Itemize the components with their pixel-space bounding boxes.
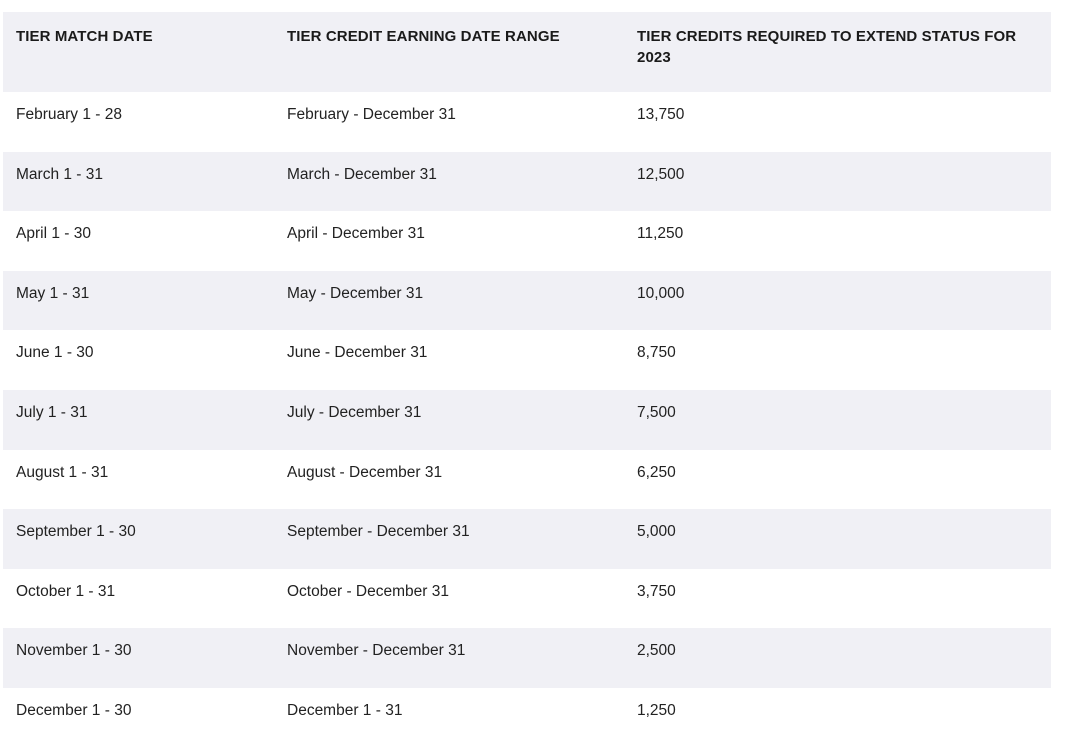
cell-credits-required: 8,750 (637, 344, 676, 362)
table-row (3, 271, 1051, 331)
cell-tier-match-date: October 1 - 31 (16, 582, 116, 600)
cell-credits-required: 11,250 (637, 225, 684, 243)
table-row (3, 92, 1051, 152)
cell-earning-date-range: April - December 31 (287, 225, 425, 243)
table-row (3, 450, 1051, 510)
table-row (3, 390, 1051, 450)
cell-earning-date-range: October - December 31 (287, 582, 449, 600)
cell-earning-date-range: May - December 31 (287, 284, 424, 302)
header-credits-required: TIER CREDITS REQUIRED TO EXTEND STATUS FOR 2023 (637, 28, 1017, 66)
cell-tier-match-date: November 1 - 30 (16, 642, 132, 660)
cell-credits-required: 6,250 (637, 463, 676, 481)
cell-credits-required: 5,000 (637, 523, 676, 541)
table-header-row (3, 12, 1051, 92)
table-row (3, 152, 1051, 212)
cell-tier-match-date: April 1 - 30 (16, 225, 91, 243)
cell-credits-required: 10,000 (637, 284, 685, 302)
cell-earning-date-range: June - December 31 (287, 344, 428, 362)
cell-credits-required: 7,500 (637, 403, 676, 421)
table-row (3, 330, 1051, 390)
cell-tier-match-date: September 1 - 30 (16, 523, 136, 541)
header-tier-match-date: TIER MATCH DATE (16, 28, 153, 45)
cell-credits-required: 12,500 (637, 165, 685, 183)
cell-earning-date-range: September - December 31 (287, 523, 470, 541)
cell-earning-date-range: December 1 - 31 (287, 701, 403, 719)
cell-credits-required: 1,250 (637, 701, 676, 719)
cell-credits-required: 3,750 (637, 582, 676, 600)
table-row (3, 509, 1051, 569)
cell-earning-date-range: February - December 31 (287, 106, 456, 123)
cell-credits-required: 2,500 (637, 642, 676, 660)
cell-tier-match-date: December 1 - 30 (16, 701, 132, 719)
tier-match-table (3, 12, 1051, 748)
cell-tier-match-date: March 1 - 31 (16, 165, 104, 183)
table-row (3, 628, 1051, 688)
table-row (3, 211, 1051, 271)
cell-tier-match-date: August 1 - 31 (16, 463, 109, 481)
table-row (3, 688, 1051, 748)
cell-tier-match-date: June 1 - 30 (16, 344, 94, 362)
cell-tier-match-date: July 1 - 31 (16, 403, 88, 421)
cell-tier-match-date: February 1 - 28 (16, 106, 122, 123)
cell-earning-date-range: July - December 31 (287, 403, 422, 421)
cell-earning-date-range: March - December 31 (287, 165, 437, 183)
cell-earning-date-range: August - December 31 (287, 463, 443, 481)
table-row (3, 569, 1051, 629)
cell-earning-date-range: November - December 31 (287, 642, 466, 660)
cell-credits-required: 13,750 (637, 106, 685, 123)
cell-tier-match-date: May 1 - 31 (16, 284, 90, 302)
header-earning-date-range: TIER CREDIT EARNING DATE RANGE (287, 28, 560, 45)
